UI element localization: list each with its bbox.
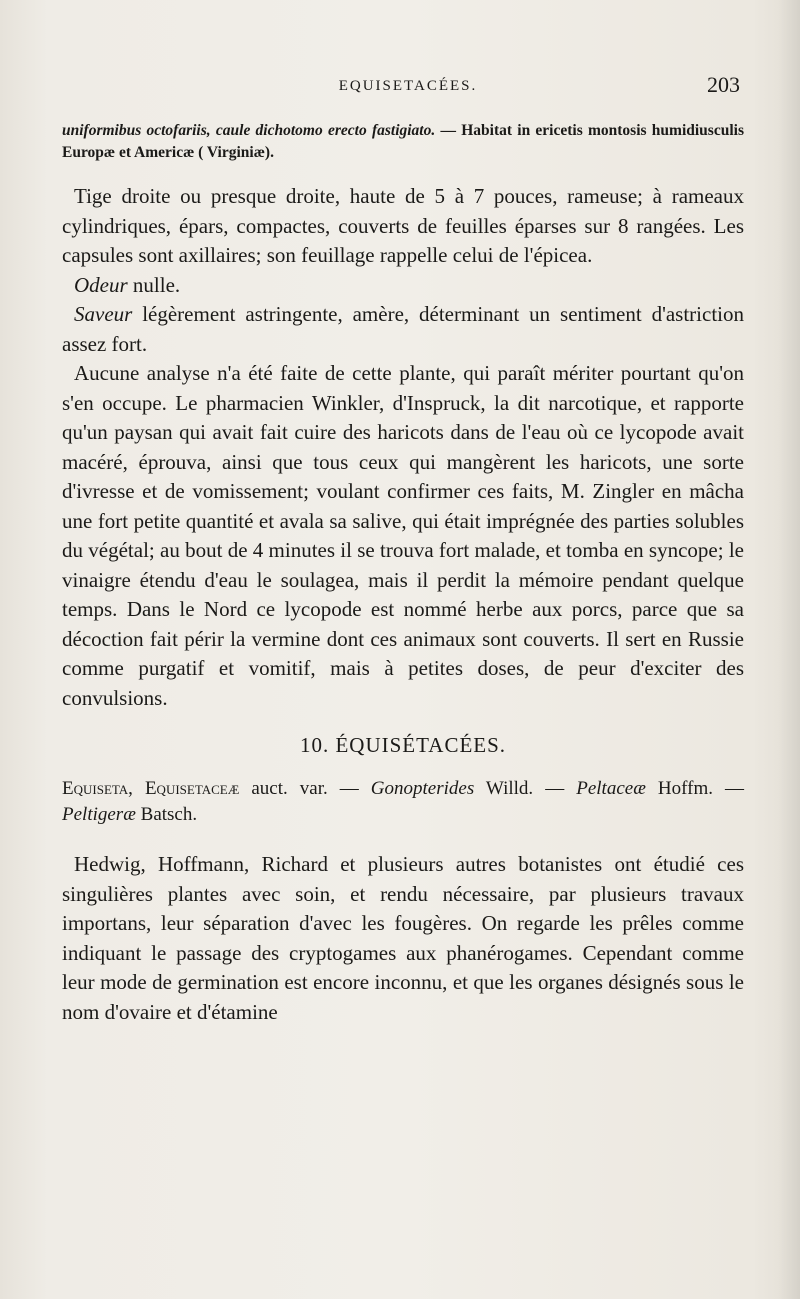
synonym-auct: auct. var. — [239,778,371,799]
odeur-text: nulle. [127,272,181,297]
odeur-label: Odeur [74,272,128,297]
paragraph-tige: Tige droite ou presque droite, haute de 5 à 7 pouces, rameuse; à rameaux cylindriques, épars, compactes, couverts de feuilles éparses sur 8 rangées. Les capsules sont axillaires; son feuillage rappelle celui de l'épicea. [62,184,744,267]
paragraph-saveur [62,300,744,359]
page-body [62,120,744,1027]
paragraph-hedwig: Hedwig, Hoffmann, Richard et plusieurs autres botanistes ont étudié ces singulières plantes avec soin, et rendu nécessaire, par plusieurs travaux importans, leur séparation d'avec les fougères. On regarde les prêles comme indiquant le passage des cryptogames aux phanérogames. Cependant comme leur mode de germination est encore inconnu, et que les organes désignés sous le nom d'ovaire et d'étamine [62,852,744,1024]
synonym-gonopterides: Gonopterides [370,778,475,799]
page-fold-shadow [778,0,800,1299]
habitat-note [62,120,744,164]
saveur-text: légèrement astringente, amère, déterminant un sentiment d'astriction assez fort. [62,302,744,356]
paragraph-odeur [62,271,744,301]
page-number: 203 [707,72,740,97]
paragraph-analyse: Aucune analyse n'a été faite de cette plante, qui paraît mériter pourtant qu'on s'en occupe. Le pharmacien Winkler, d'Inspruck, la dit narcotique, et rapporte qu'un paysan qui avait fait cuire des haricots dans de l'eau où ce lycopode avait macéré, éprouva, ainsi que tous ceux qui mangèrent les haricots, une sorte d'ivresse et de vomissement; voulant confirmer ces faits, M. Zingler en mâcha une fort petite quantité et avala sa salive, qui était imprégnée des parties solubles du végétal; au bout de 4 minutes il se trouva fort malade, et tomba en syncope; le vinaigre étendu d'eau le soulagea, mais il perdit la mémoire pendant quelque temps. Dans le Nord ce lycopode est nommé herbe aux porcs, parce que sa décoction fait périr la vermine dont ces animaux sont couverts. Il sert en Russie comme purgatif et vomitif, mais à petites doses, de peur d'exciter des convulsions. [62,361,744,710]
synonym-hoffm: Hoffm. — [645,778,744,799]
section-heading: 10. ÉQUISÉTACÉES. [299,733,507,757]
synonym-equiseta: Equiseta, Equisetaceæ [62,778,240,799]
synonyms-line [62,776,744,828]
saveur-label: Saveur [74,302,133,326]
synonym-peltaceae: Peltaceæ [576,778,646,799]
latin-description: uniformibus octofariis, caule dichotomo erecto fastigiato. [62,122,436,139]
running-title: EQUISETACÉES. [338,78,478,94]
page-header [60,72,756,102]
habitat-text: — Habitat in ericetis montosis humidiusculis Europæ et Americæ ( Virginiæ). [62,122,744,161]
synonym-willd: Willd. — [474,778,577,799]
synonym-peltigerae: Peltigeræ [62,804,136,825]
synonym-batsch: Batsch. [135,804,198,825]
